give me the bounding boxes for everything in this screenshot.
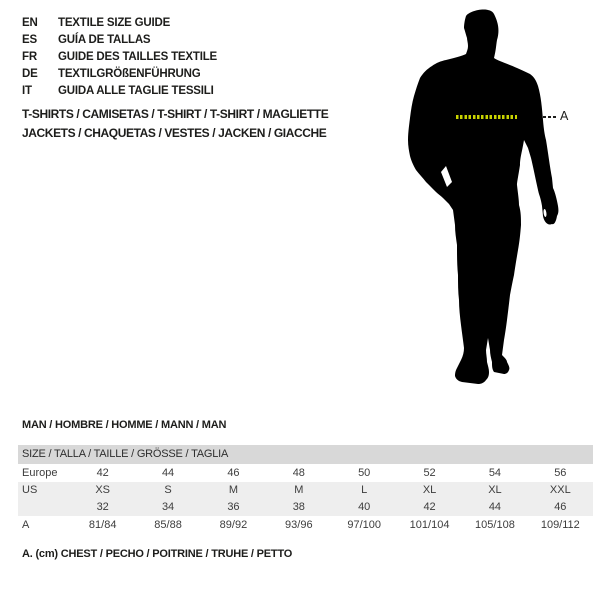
language-code: ES bbox=[22, 34, 37, 46]
language-row bbox=[22, 49, 217, 66]
measure-callout-dashes bbox=[543, 116, 558, 118]
language-label: GUÍA DE TALLAS bbox=[58, 34, 151, 46]
size-cell: XXL bbox=[549, 484, 571, 496]
size-cell: 42 bbox=[96, 467, 109, 479]
table-row-uk bbox=[18, 499, 593, 516]
size-cell: 85/88 bbox=[154, 519, 182, 531]
size-cell: 38 bbox=[292, 501, 305, 513]
language-list bbox=[22, 15, 217, 100]
size-cell: 97/100 bbox=[347, 519, 382, 531]
size-cell: XL bbox=[488, 484, 502, 496]
size-cell: 42 bbox=[423, 501, 436, 513]
language-label: GUIDE DES TAILLES TEXTILE bbox=[58, 51, 217, 63]
section-title-man: MAN / HOMBRE / HOMME / MANN / MAN bbox=[22, 419, 227, 431]
table-row-europe bbox=[18, 464, 593, 482]
size-cell: 48 bbox=[292, 467, 305, 479]
table-header-label: SIZE / TALLA / TAILLE / GRÖSSE / TAGLIA bbox=[22, 448, 229, 460]
size-cell: 46 bbox=[554, 501, 567, 513]
size-cell: M bbox=[294, 484, 304, 496]
size-cell: 101/104 bbox=[409, 519, 450, 531]
row-label: A bbox=[22, 519, 30, 531]
language-label: TEXTILGRÖßENFÜHRUNG bbox=[58, 68, 201, 80]
language-code: DE bbox=[22, 68, 38, 80]
language-row bbox=[22, 66, 217, 83]
size-cell: 109/112 bbox=[540, 519, 580, 531]
size-cell: 89/92 bbox=[219, 519, 248, 531]
size-cell: 46 bbox=[227, 467, 240, 479]
language-label: GUIDA ALLE TAGLIE TESSILI bbox=[58, 85, 214, 97]
man-silhouette bbox=[408, 6, 560, 396]
size-cell: XS bbox=[95, 484, 111, 496]
size-cell: 44 bbox=[488, 501, 502, 513]
size-cell: L bbox=[361, 484, 368, 496]
language-code: FR bbox=[22, 51, 37, 63]
size-cell: 50 bbox=[358, 467, 371, 479]
language-row bbox=[22, 83, 217, 100]
category-line-tshirts: T-SHIRTS / CAMISETAS / T-SHIRT / T-SHIRT / MAGLIETTE bbox=[22, 107, 329, 121]
size-cell: 36 bbox=[227, 501, 240, 513]
size-cell: XL bbox=[422, 484, 437, 496]
measure-label-a: A bbox=[560, 109, 569, 123]
table-header-row bbox=[18, 445, 593, 464]
size-cell: 81/84 bbox=[88, 519, 117, 531]
size-cell: M bbox=[228, 484, 239, 496]
language-code: IT bbox=[22, 85, 32, 97]
garment-categories bbox=[22, 105, 328, 143]
language-label: TEXTILE SIZE GUIDE bbox=[58, 17, 171, 29]
measurement-footnote: A. (cm) CHEST / PECHO / POITRINE / TRUHE / PETTO bbox=[22, 548, 293, 560]
size-cell: 44 bbox=[161, 467, 175, 479]
row-label bbox=[18, 499, 70, 516]
language-row bbox=[22, 32, 217, 49]
size-cell: S bbox=[164, 484, 172, 496]
language-code: EN bbox=[22, 17, 38, 29]
category-line-jackets: JACKETS / CHAQUETAS / VESTES / JACKEN / GIACCHE bbox=[22, 126, 327, 140]
size-cell: 93/96 bbox=[285, 519, 313, 531]
size-cell: 54 bbox=[488, 467, 502, 479]
row-label: US bbox=[22, 484, 38, 496]
size-cell: 40 bbox=[358, 501, 371, 513]
chest-measure-dotted-line bbox=[456, 115, 517, 119]
language-row bbox=[22, 15, 217, 32]
size-cell: 32 bbox=[96, 501, 109, 513]
table-row-us bbox=[18, 482, 593, 499]
size-cell: 34 bbox=[161, 501, 175, 513]
size-table bbox=[18, 445, 593, 534]
size-cell: 52 bbox=[423, 467, 436, 479]
row-label: Europe bbox=[22, 467, 58, 479]
size-cell: 105/108 bbox=[475, 519, 515, 531]
table-row-chest-a bbox=[18, 516, 593, 534]
size-cell: 56 bbox=[554, 467, 567, 479]
